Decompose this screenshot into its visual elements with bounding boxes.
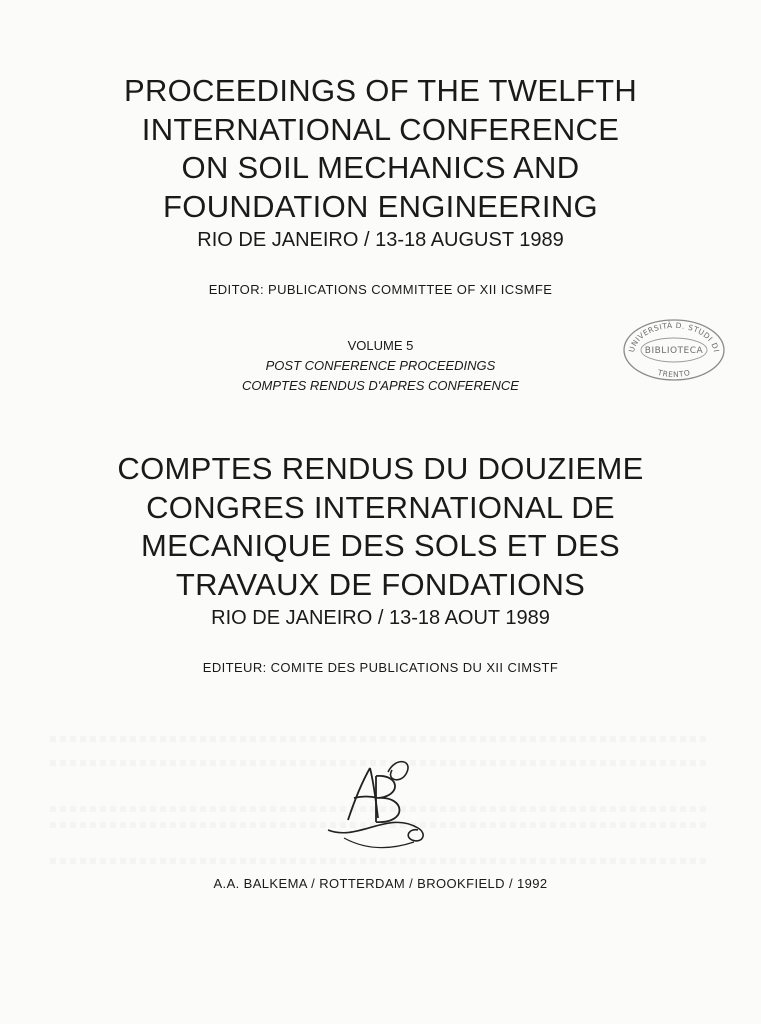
logo-flourish-top — [388, 762, 408, 780]
balkema-logo — [318, 750, 438, 855]
logo-letter-b — [376, 776, 400, 822]
show-through-line — [50, 858, 710, 864]
english-title-line: ON SOIL MECHANICS AND — [181, 150, 580, 185]
english-title-line: FOUNDATION ENGINEERING — [163, 188, 598, 224]
show-through-line — [50, 736, 710, 742]
english-title-line: INTERNATIONAL CONFERENCE — [141, 111, 620, 147]
stamp-center-text: BIBLIOTECA — [644, 346, 704, 356]
logo-letter-a — [348, 768, 378, 820]
english-title-line: PROCEEDINGS OF THE TWELFTH — [123, 73, 638, 108]
volume-label: VOLUME 5 — [347, 338, 414, 353]
french-title-line: MECANIQUE DES SOLS ET DES — [141, 528, 620, 563]
french-title-line: TRAVAUX DE FONDATIONS — [175, 566, 586, 602]
french-title-line: CONGRES INTERNATIONAL DE — [146, 489, 615, 525]
stamp-ring-top-text: UNIVERSITÀ D. STUDI DI — [627, 320, 721, 354]
logo-flourish-tail — [344, 838, 414, 848]
french-title-line: COMPTES RENDUS DU DOUZIEME — [117, 451, 644, 486]
english-title-block — [0, 72, 761, 253]
french-title-block — [0, 450, 761, 631]
volume-subtitle-en: POST CONFERENCE PROCEEDINGS — [265, 358, 496, 373]
english-editor-line: EDITOR: PUBLICATIONS COMMITTEE OF XII ICSMFE — [208, 282, 553, 297]
volume-subtitle-fr: COMPTES RENDUS D'APRES CONFERENCE — [242, 378, 519, 393]
publisher-line: A.A. BALKEMA / ROTTERDAM / BROOKFIELD / 1992 — [213, 876, 548, 891]
french-place-date: RIO DE JANEIRO / 13-18 AOUT 1989 — [211, 607, 550, 629]
english-place-date: RIO DE JANEIRO / 13-18 AUGUST 1989 — [197, 229, 564, 251]
french-editor-line: EDITEUR: COMITE DES PUBLICATIONS DU XII CIMSTF — [202, 660, 559, 675]
stamp-ring-bottom-text: TRENTO — [656, 367, 692, 380]
library-stamp — [622, 318, 726, 382]
logo-flourish-bottom — [328, 822, 423, 841]
